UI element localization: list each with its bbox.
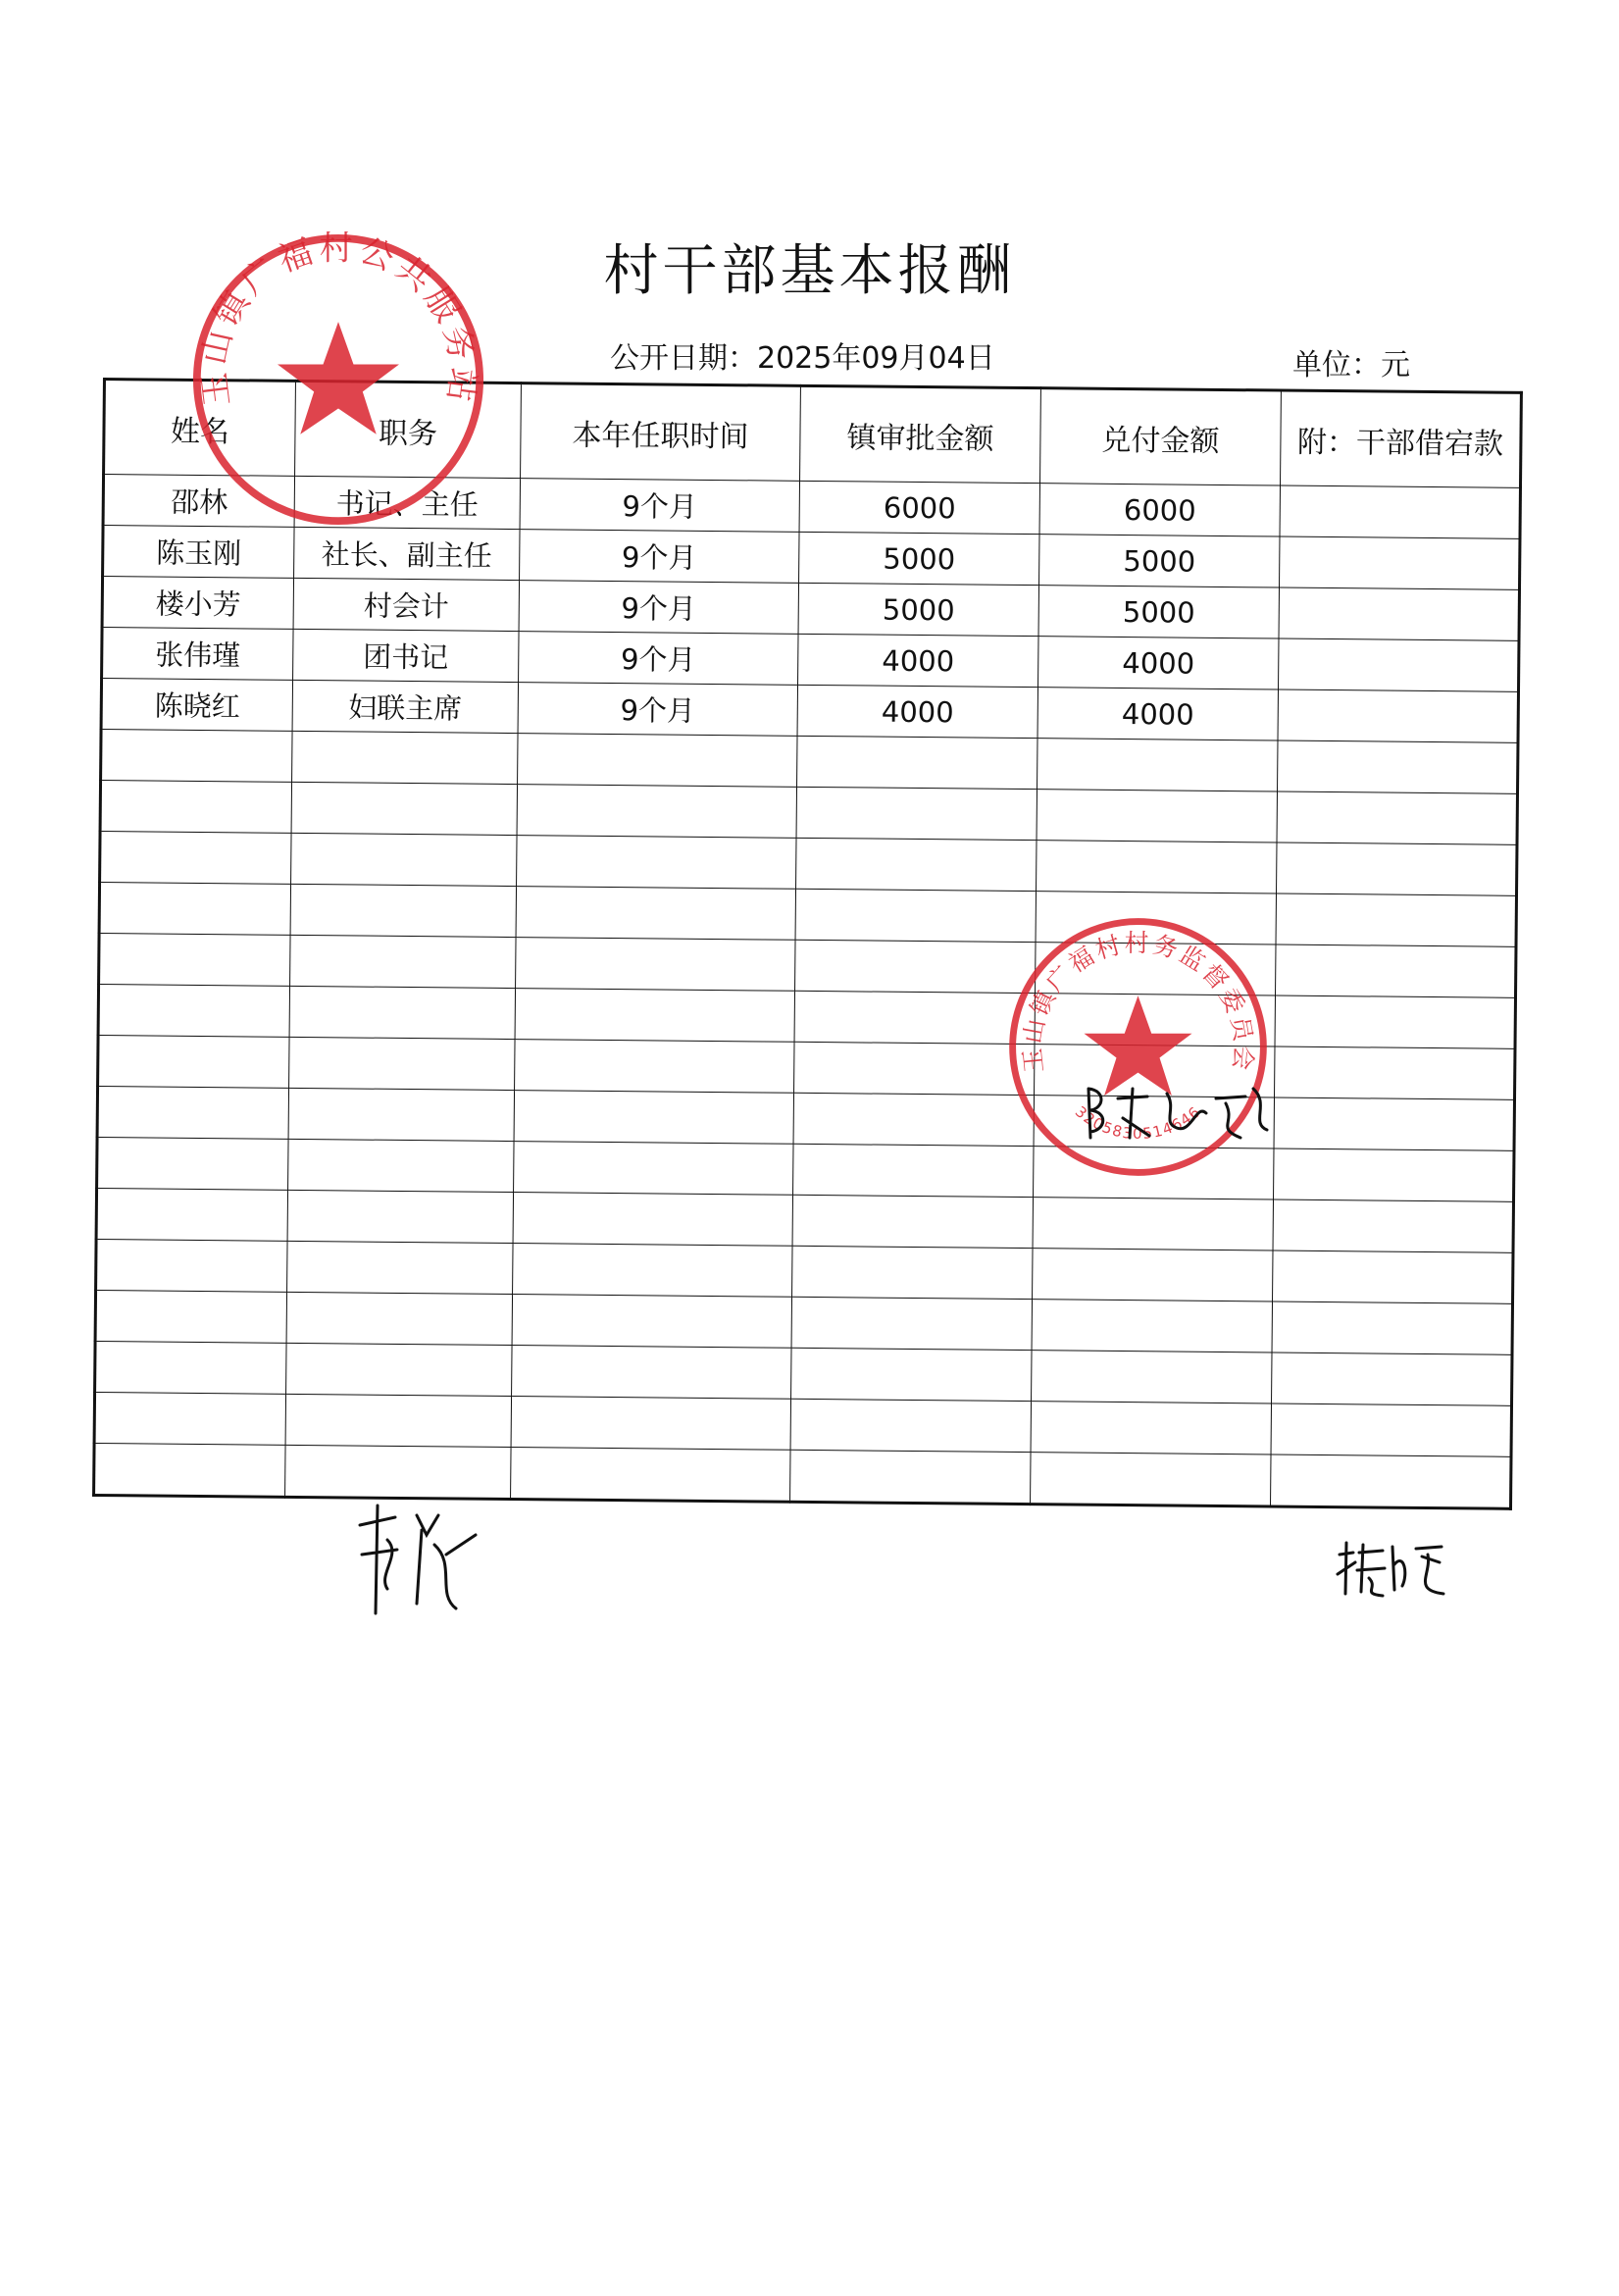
seal-mid-text: 玉山镇广福村村务监督委员会 bbox=[1017, 929, 1259, 1075]
cell-loans bbox=[1279, 638, 1519, 691]
cell-tenure bbox=[514, 1142, 793, 1196]
cell-paid-amount bbox=[1037, 739, 1278, 791]
cell-approved-amount: 5000 bbox=[799, 532, 1039, 585]
cell-approved-amount bbox=[794, 1042, 1035, 1095]
cell-approved-amount bbox=[792, 1195, 1033, 1248]
cell-position bbox=[287, 1241, 513, 1294]
cell-approved-amount bbox=[794, 991, 1035, 1044]
cell-tenure: 9个月 bbox=[519, 581, 798, 635]
cell-name: 陈晓红 bbox=[101, 679, 292, 732]
cell-name bbox=[95, 1290, 286, 1343]
header-approved-amount: 镇审批金额 bbox=[800, 385, 1041, 483]
cell-position: 团书记 bbox=[293, 629, 519, 682]
cell-approved-amount bbox=[795, 940, 1036, 993]
cell-name bbox=[99, 933, 290, 986]
signature-mid bbox=[1079, 1069, 1275, 1148]
cell-loans bbox=[1271, 1403, 1511, 1456]
cell-approved-amount: 6000 bbox=[799, 481, 1039, 534]
cell-loans bbox=[1280, 536, 1520, 589]
cell-paid-amount bbox=[1032, 1351, 1272, 1403]
cell-name: 陈玉刚 bbox=[103, 526, 294, 579]
cell-tenure bbox=[514, 1091, 793, 1145]
cell-paid-amount bbox=[1033, 1198, 1273, 1250]
header-name: 姓名 bbox=[104, 380, 296, 477]
salary-table bbox=[92, 378, 1523, 1510]
cell-approved-amount bbox=[790, 1450, 1031, 1504]
cell-position: 社长、副主任 bbox=[294, 527, 520, 580]
cell-tenure: 9个月 bbox=[520, 479, 799, 533]
cell-loans bbox=[1272, 1301, 1512, 1354]
cell-paid-amount bbox=[1037, 841, 1277, 893]
cell-tenure bbox=[513, 1244, 792, 1298]
cell-approved-amount bbox=[796, 838, 1037, 891]
cell-tenure bbox=[518, 734, 797, 788]
cell-loans bbox=[1276, 893, 1516, 946]
header-tenure: 本年任职时间 bbox=[521, 383, 801, 482]
header-position: 职务 bbox=[295, 381, 522, 478]
cell-paid-amount bbox=[1031, 1453, 1271, 1506]
cell-name: 楼小芳 bbox=[102, 577, 293, 630]
cell-tenure bbox=[511, 1448, 790, 1503]
cell-tenure: 9个月 bbox=[518, 683, 797, 737]
official-seal-top bbox=[186, 228, 490, 532]
cell-loans bbox=[1278, 689, 1518, 742]
cell-approved-amount bbox=[793, 1144, 1034, 1197]
cell-position: 书记、主任 bbox=[294, 476, 520, 529]
signature-left bbox=[348, 1496, 485, 1633]
cell-tenure bbox=[513, 1193, 792, 1247]
cell-position bbox=[286, 1343, 512, 1396]
cell-name bbox=[99, 882, 290, 935]
cell-tenure: 9个月 bbox=[519, 632, 798, 686]
cell-tenure bbox=[515, 989, 794, 1043]
cell-position bbox=[292, 731, 518, 784]
cell-paid-amount bbox=[1033, 1249, 1273, 1301]
cell-position bbox=[288, 1088, 514, 1141]
seal-top-text: 玉山镇广福村公共服务站 bbox=[194, 229, 482, 409]
cell-position bbox=[286, 1292, 512, 1345]
cell-paid-amount: 4000 bbox=[1038, 637, 1279, 689]
cell-position: 村会计 bbox=[293, 578, 519, 631]
cell-name: 张伟瑾 bbox=[102, 628, 293, 681]
cell-loans bbox=[1277, 791, 1517, 844]
cell-paid-amount bbox=[1037, 790, 1277, 842]
cell-name bbox=[100, 831, 291, 884]
header-paid-amount: 兑付金额 bbox=[1040, 388, 1282, 485]
cell-name bbox=[96, 1188, 287, 1241]
cell-approved-amount bbox=[791, 1297, 1032, 1350]
cell-approved-amount bbox=[797, 736, 1037, 789]
cell-paid-amount: 4000 bbox=[1037, 688, 1278, 740]
cell-position bbox=[288, 1139, 514, 1192]
cell-loans bbox=[1273, 1250, 1513, 1303]
cell-position bbox=[291, 833, 517, 886]
cell-name bbox=[94, 1443, 285, 1497]
seal-mid-code: 3205830514646 bbox=[1071, 1102, 1205, 1144]
cell-position bbox=[287, 1190, 513, 1243]
cell-position bbox=[289, 986, 515, 1039]
cell-position bbox=[289, 1037, 515, 1090]
cell-loans bbox=[1279, 587, 1519, 640]
cell-loans bbox=[1280, 485, 1520, 538]
cell-name: 邵林 bbox=[103, 475, 294, 528]
cell-loans bbox=[1277, 842, 1517, 895]
cell-name bbox=[96, 1239, 287, 1292]
cell-approved-amount: 5000 bbox=[798, 583, 1038, 636]
cell-paid-amount: 5000 bbox=[1038, 586, 1279, 638]
cell-approved-amount: 4000 bbox=[797, 685, 1037, 738]
salary-table-wrapper bbox=[92, 378, 1520, 1519]
cell-loans bbox=[1276, 944, 1516, 997]
cell-name bbox=[101, 729, 292, 782]
header-loans: 附：干部借宕款 bbox=[1280, 390, 1521, 487]
cell-tenure bbox=[511, 1397, 790, 1451]
cell-paid-amount: 5000 bbox=[1039, 535, 1280, 587]
cell-approved-amount bbox=[795, 889, 1036, 942]
cell-position bbox=[290, 935, 516, 988]
document-title: 村干部基本报酬 bbox=[603, 239, 1016, 303]
currency-unit: 单位：元 bbox=[1292, 348, 1410, 383]
cell-approved-amount bbox=[796, 787, 1037, 840]
cell-loans bbox=[1274, 1097, 1514, 1150]
publish-date: 公开日期：2025年09月04日 bbox=[610, 341, 995, 376]
cell-tenure bbox=[516, 887, 795, 941]
cell-name bbox=[98, 984, 289, 1037]
cell-paid-amount bbox=[1032, 1300, 1272, 1352]
cell-name bbox=[98, 1035, 289, 1088]
cell-approved-amount bbox=[791, 1348, 1032, 1401]
cell-loans bbox=[1275, 1046, 1515, 1099]
cell-tenure bbox=[515, 1040, 794, 1094]
cell-paid-amount bbox=[1031, 1402, 1271, 1454]
cell-position: 妇联主席 bbox=[292, 680, 518, 733]
cell-loans bbox=[1274, 1148, 1514, 1201]
cell-tenure bbox=[517, 785, 796, 839]
cell-tenure: 9个月 bbox=[520, 530, 799, 584]
cell-approved-amount bbox=[790, 1399, 1031, 1452]
cell-tenure bbox=[517, 836, 796, 890]
cell-position bbox=[290, 884, 516, 937]
cell-name bbox=[97, 1086, 288, 1139]
cell-paid-amount: 6000 bbox=[1039, 484, 1280, 536]
cell-loans bbox=[1271, 1454, 1511, 1508]
cell-position bbox=[285, 1445, 511, 1499]
cell-tenure bbox=[516, 938, 795, 992]
cell-name bbox=[97, 1137, 288, 1190]
cell-approved-amount: 4000 bbox=[798, 634, 1038, 687]
table-body bbox=[94, 475, 1521, 1509]
cell-loans bbox=[1278, 740, 1518, 793]
cell-loans bbox=[1272, 1352, 1512, 1405]
cell-position bbox=[285, 1394, 511, 1447]
cell-tenure bbox=[512, 1295, 791, 1349]
cell-approved-amount bbox=[793, 1093, 1034, 1146]
cell-name bbox=[95, 1341, 286, 1394]
cell-approved-amount bbox=[792, 1246, 1033, 1299]
cell-tenure bbox=[512, 1346, 791, 1400]
signature-right bbox=[1334, 1535, 1451, 1604]
cell-name bbox=[94, 1392, 285, 1445]
cell-position bbox=[291, 782, 517, 835]
cell-loans bbox=[1275, 995, 1515, 1048]
cell-loans bbox=[1273, 1199, 1513, 1252]
cell-name bbox=[100, 780, 291, 833]
